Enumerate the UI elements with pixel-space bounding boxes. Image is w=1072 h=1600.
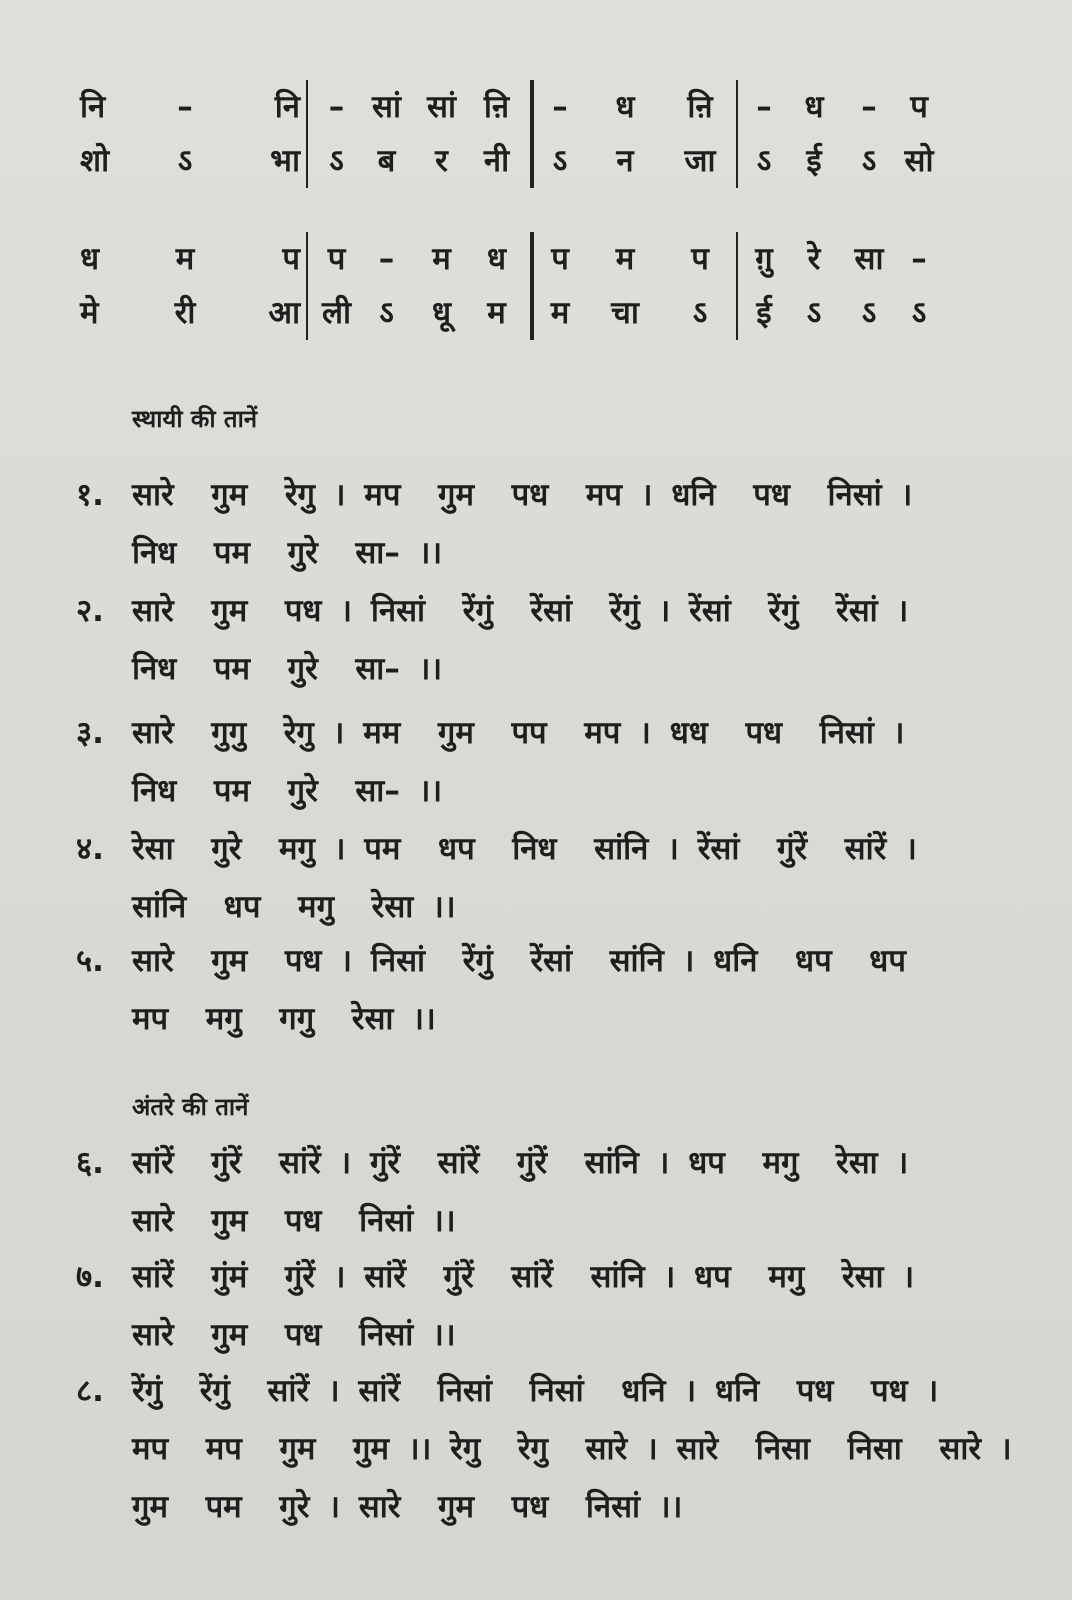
note: म (175, 241, 195, 277)
swar-row (80, 80, 960, 134)
taan-line: सारे गुम पध निसां ।। (132, 1317, 456, 1353)
note: नि (274, 89, 300, 125)
taan-number: २. (76, 593, 104, 629)
note: सा (854, 241, 884, 277)
syllable: र (435, 143, 448, 179)
syllable: ऽ (806, 295, 822, 331)
syllable: ऽ (379, 295, 394, 331)
section-heading-antara: अंतरे की तानें (132, 1093, 249, 1121)
note: ध (615, 89, 635, 125)
note: म (615, 241, 635, 277)
bar-line (530, 286, 534, 340)
taan-item (76, 466, 966, 582)
taan-line: सांरें गुंरें सांरें । गुंरें सांरें गुंरें सांनि । धप मगु रेसा । (132, 1145, 909, 1181)
taan-line: सारे गुम पध । निसां रेंगुं रेंसां रेंगुं । रेंसां रेंगुं रेंसां । (132, 593, 909, 629)
note: ध (804, 89, 824, 125)
note: – (756, 89, 772, 125)
notation-block-1 (80, 80, 960, 188)
taan-line: सारे गुम पध । निसां रेंगुं रेंसां सांनि । धनि धप धप (132, 943, 906, 979)
note: प (691, 241, 709, 277)
syllable: ऽ (756, 143, 772, 179)
syllable: ऽ (329, 143, 344, 179)
note: – (177, 89, 193, 125)
bar-line (530, 134, 534, 188)
bar-line (530, 80, 534, 134)
taan-line: सांरें गुंमं गुंरें । सांरें गुंरें सांरें सांनि । धप मगु रेसा । (132, 1259, 915, 1295)
syllable: शो (80, 143, 110, 179)
note: – (552, 89, 568, 125)
syllable: ऽ (861, 295, 877, 331)
taan-line: गुम पम गुरे । सारे गुम पध निसां ।। (132, 1489, 683, 1525)
notation-block-2 (80, 232, 960, 340)
note: – (861, 89, 877, 125)
note: ध (80, 241, 100, 277)
note: ध (486, 241, 507, 277)
syllable: न (616, 143, 634, 179)
syllable: भा (270, 143, 300, 179)
bar-line (736, 232, 738, 286)
syllable: ऽ (552, 143, 568, 179)
note: सां (427, 89, 456, 125)
taan-number: ३. (76, 715, 104, 751)
note: प (910, 89, 928, 125)
taan-line: मप मप गुम गुम ।। रेगु रेगु सारे । सारे निसा निसा सारे । (132, 1431, 1012, 1467)
bar-line (306, 134, 308, 188)
taan-line: सांनि धप मगु रेसा ।। (132, 889, 456, 925)
taan-number: १. (76, 477, 104, 513)
note: सां (372, 89, 401, 125)
syllable: जा (684, 143, 716, 179)
note: रे (807, 241, 821, 277)
taan-item (76, 1134, 966, 1250)
note: – (911, 241, 927, 277)
syllable: नी (483, 143, 510, 179)
bar-line (736, 80, 738, 134)
taan-number: ६. (76, 1145, 104, 1181)
taan-item (76, 932, 966, 1048)
bar-line (530, 232, 534, 286)
taan-number: ५. (76, 943, 104, 979)
syllable: आ (268, 295, 300, 331)
bar-line (306, 80, 308, 134)
syllable: ब (377, 143, 396, 179)
syllable: सो (904, 143, 934, 179)
syllable: मे (80, 295, 99, 331)
syllable: चा (611, 295, 639, 331)
taan-item (76, 704, 966, 820)
taan-line: सारे गुम पध निसां ।। (132, 1203, 456, 1239)
taan-line: मप मगु गगु रेसा ।। (132, 1001, 436, 1037)
note: – (378, 241, 395, 277)
taan-line: रेसा गुरे मगु । पम धप निध सांनि । रेंसां गुंरें सांरें । (132, 831, 917, 867)
taan-number: ४. (76, 831, 104, 867)
section-heading-sthayi: स्थायी की तानें (132, 405, 258, 433)
bar-line (306, 232, 308, 286)
taan-item (76, 1248, 966, 1364)
syllable: री (174, 295, 196, 331)
note: म (432, 241, 451, 277)
note: प (282, 241, 300, 277)
syllable: ऽ (911, 295, 927, 331)
note: प (551, 241, 569, 277)
taan-line: सारे गुगु रेगु । मम गुम पप मप । धध पध निसां । (132, 715, 905, 751)
bar-line (736, 134, 738, 188)
syllable: म (550, 295, 570, 331)
taan-line: निध पम गुरे सा– ।। (132, 535, 443, 571)
syllable: ली (321, 295, 352, 331)
syllable: ऽ (177, 143, 193, 179)
taan-number: ८. (76, 1373, 104, 1409)
bol-row (80, 286, 960, 340)
note: नि (80, 89, 106, 125)
taan-line: सारे गुम रेगु । मप गुम पध मप । धनि पध निसां । (132, 477, 913, 513)
syllable: ऽ (861, 143, 877, 179)
bar-line (306, 286, 308, 340)
syllable: म (487, 295, 506, 331)
taan-line: रेंगुं रेंगुं सांरें । सांरें निसां निसां धनि । धनि पध पध । (132, 1373, 939, 1409)
bol-row (80, 134, 960, 188)
syllable: ई (806, 143, 822, 179)
syllable: ई (756, 295, 772, 331)
syllable: धू (431, 295, 452, 331)
taan-number: ७. (76, 1259, 104, 1295)
note: प (327, 241, 346, 277)
syllable: ऽ (692, 295, 708, 331)
bar-line (736, 286, 738, 340)
taan-item (76, 820, 966, 936)
taan-line: निध पम गुरे सा– ।। (132, 773, 443, 809)
taan-item (76, 582, 966, 698)
note: – (328, 89, 345, 125)
taan-line: निध पम गुरे सा– ।। (132, 651, 443, 687)
note: ऩि (483, 89, 510, 125)
swar-row (80, 232, 960, 286)
taan-item (76, 1362, 1012, 1536)
note: ग़ु (755, 241, 773, 277)
note: ऩि (687, 89, 713, 125)
